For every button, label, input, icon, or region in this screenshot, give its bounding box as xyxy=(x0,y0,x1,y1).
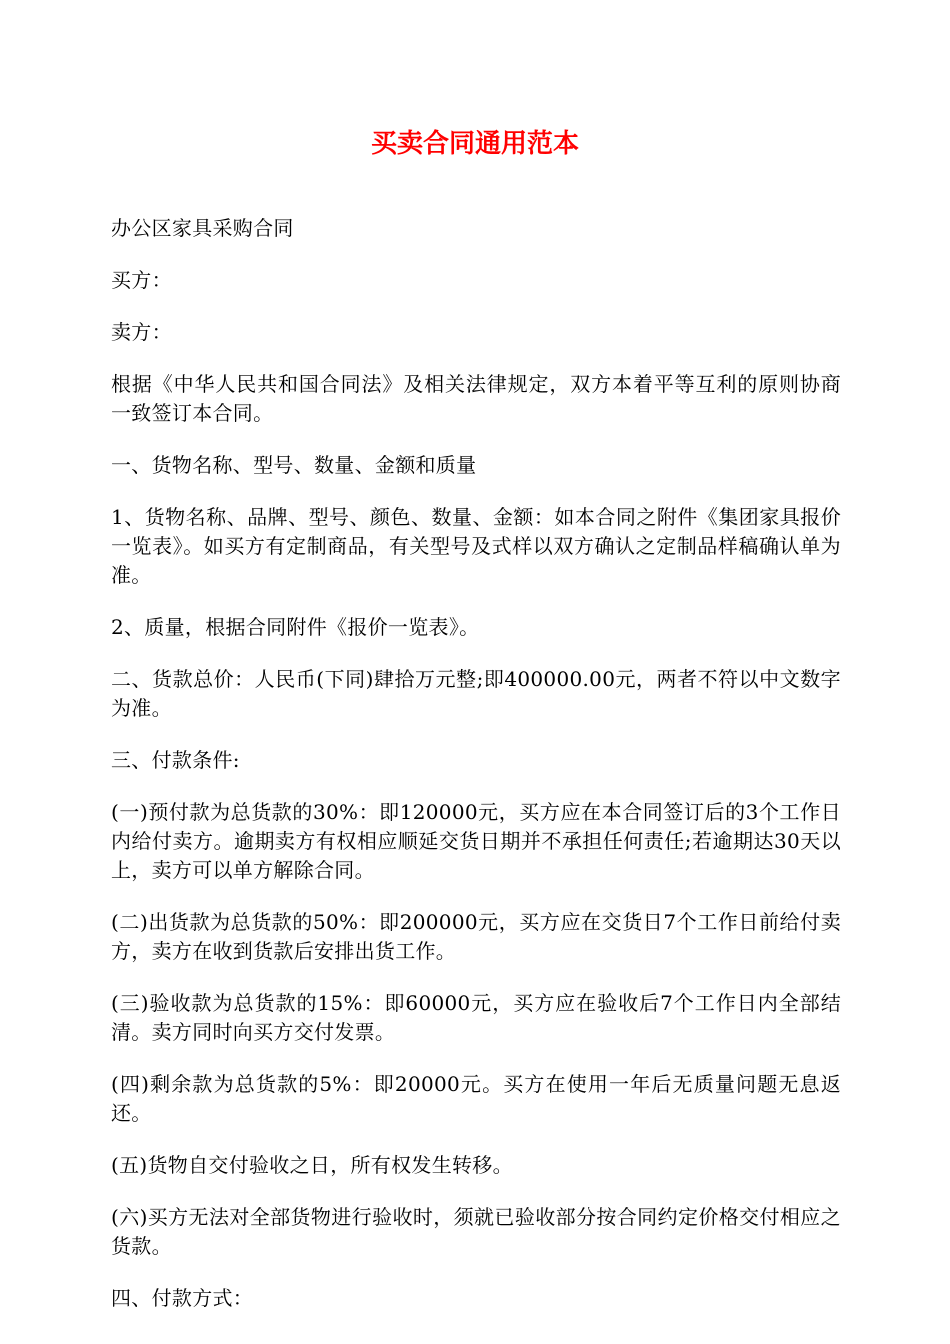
document-body xyxy=(111,214,841,1336)
paragraph-clause-3-6: (六)买方无法对全部货物进行验收时，须就已验收部分按合同约定价格交付相应之货款。 xyxy=(111,1205,841,1258)
paragraph-clause-3-4: (四)剩余款为总货款的5%：即20000元。买方在使用一年后无质量问题无息返还。 xyxy=(111,1072,841,1125)
paragraph-buyer: 买方： xyxy=(111,268,172,292)
heading-section-3: 三、付款条件: xyxy=(111,748,240,772)
paragraph-section-2: 二、货款总价：人民币(下同)肆拾万元整;即400000.00元，两者不符以中文数字为准。 xyxy=(111,667,841,720)
paragraph-clause-3-5: (五)货物自交付验收之日，所有权发生转移。 xyxy=(111,1153,513,1177)
heading-section-1: 一、货物名称、型号、数量、金额和质量 xyxy=(111,453,477,477)
paragraph-clause-1-2: 2、质量，根据合同附件《报价一览表》。 xyxy=(111,615,480,639)
paragraph-preamble: 根据《中华人民共和国合同法》及相关法律规定，双方本着平等互利的原则协商一致签订本合同。 xyxy=(111,372,841,425)
paragraph-clause-1-1: 1、货物名称、品牌、型号、颜色、数量、金额：如本合同之附件《集团家具报价一览表》。如买方有定制商品，有关型号及式样以双方确认之定制品样稿确认单为准。 xyxy=(111,505,841,587)
paragraph-clause-3-2: (二)出货款为总货款的50%：即200000元，买方应在交货日7个工作日前给付卖方，卖方在收到货款后安排出货工作。 xyxy=(111,910,841,963)
paragraph-clause-3-1: (一)预付款为总货款的30%：即120000元，买方应在本合同签订后的3个工作日内给付卖方。逾期卖方有权相应顺延交货日期并不承担任何责任;若逾期达30天以上，卖方可以单方解除合同。 xyxy=(111,800,841,882)
document-title: 买卖合同通用范本 xyxy=(370,129,579,159)
paragraph-seller: 卖方： xyxy=(111,320,172,344)
heading-section-4: 四、付款方式： xyxy=(111,1286,254,1310)
paragraph-clause-3-3: (三)验收款为总货款的15%：即60000元，买方应在验收后7个工作日内全部结清。卖方同时向买方交付发票。 xyxy=(111,991,841,1044)
paragraph-contract-name: 办公区家具采购合同 xyxy=(111,216,294,240)
